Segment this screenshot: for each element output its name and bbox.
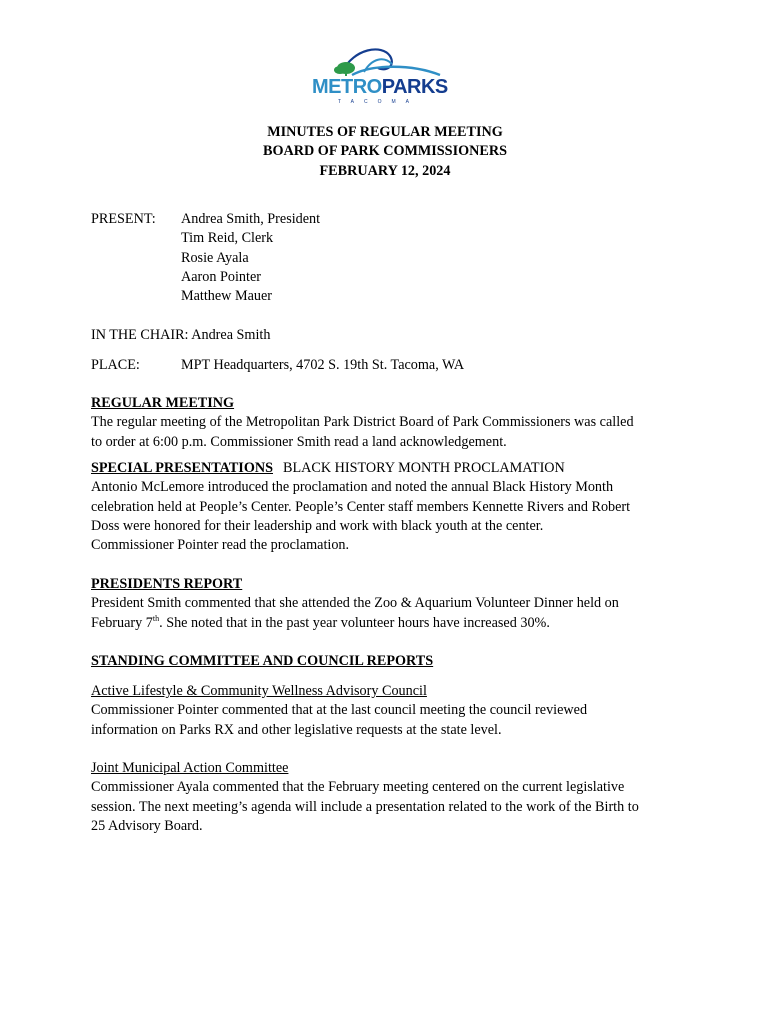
present-name: Rosie Ayala	[181, 249, 249, 266]
section-heading: STANDING COMMITTEE AND COUNCIL REPORTS	[91, 653, 434, 669]
logo-parks-text: PARKS	[381, 76, 448, 98]
title-line-1: MINUTES OF REGULAR MEETING	[267, 124, 503, 140]
place-label: PLACE:	[91, 357, 140, 373]
regular-meeting-section	[91, 394, 691, 452]
present-name: Tim Reid, Clerk	[181, 230, 274, 247]
logo-wordmark	[312, 76, 458, 98]
section-heading-row	[91, 459, 691, 478]
section-heading: PRESIDENTS REPORT	[91, 576, 243, 592]
paragraph-line: The regular meeting of the Metropolitan Park District Board of Park Commissioners was called	[91, 414, 634, 431]
present-name: Matthew Mauer	[181, 288, 273, 305]
paragraph-line: Antonio McLemore introduced the proclamation and noted the annual Black History Month	[91, 479, 614, 496]
paragraph-line: Commissioner Pointer read the proclamation.	[91, 537, 350, 554]
present-label: PRESENT:	[91, 211, 156, 227]
subsection-title: Joint Municipal Action Committee	[91, 760, 289, 776]
presidents-report-section	[91, 575, 691, 633]
present-name: Andrea Smith, President	[181, 211, 321, 227]
subsection-active-lifestyle	[91, 682, 691, 740]
paragraph-line: 25 Advisory Board.	[91, 817, 203, 834]
paragraph-line: Commissioner Ayala commented that the February meeting centered on the current legislative	[91, 779, 625, 796]
paragraph-line	[91, 614, 691, 633]
paragraph-line: celebration held at People’s Center. People’s Center staff members Kennette Rivers and Robert	[91, 498, 631, 515]
in-the-chair: IN THE CHAIR: Andrea Smith	[91, 327, 271, 343]
subsection-title: Active Lifestyle & Community Wellness Advisory Council	[91, 683, 427, 699]
title-line-2: BOARD OF PARK COMMISSIONERS	[263, 143, 507, 160]
paragraph-line: Doss were honored for their leadership and work with black youth at the center.	[91, 517, 544, 534]
place-value: MPT Headquarters, 4702 S. 19th St. Tacoma, WA	[181, 357, 465, 373]
present-name: Aaron Pointer	[181, 268, 261, 285]
section-subtitle: BLACK HISTORY MONTH PROCLAMATION	[283, 460, 565, 476]
paragraph-line: President Smith commented that she attended the Zoo & Aquarium Volunteer Dinner held on	[91, 595, 619, 612]
logo-city-text: TACOMA	[338, 99, 420, 105]
logo-mark-icon	[312, 42, 458, 78]
document-title	[0, 123, 770, 181]
paragraph-line: Commissioner Pointer commented that at the last council meeting the council reviewed	[91, 702, 588, 719]
subsection-joint-municipal	[91, 759, 691, 836]
text-fragment: . She noted that in the past year volunteer hours have increased 30%.	[159, 614, 550, 631]
paragraph-line: to order at 6:00 p.m. Commissioner Smith read a land acknowledgement.	[91, 433, 507, 450]
present-list	[181, 210, 320, 306]
section-heading: REGULAR MEETING	[91, 395, 235, 411]
title-line-3: FEBRUARY 12, 2024	[319, 162, 451, 179]
paragraph-line: information on Parks RX and other legislative requests at the state level.	[91, 721, 502, 738]
logo-metro-text: METRO	[312, 76, 382, 98]
text-fragment: February 7	[91, 614, 153, 631]
ordinal-suffix: th	[152, 613, 160, 623]
paragraph-line: session. The next meeting’s agenda will include a presentation related to the work of the Birth to	[91, 798, 639, 815]
standing-committee-section	[91, 652, 691, 671]
metro-parks-logo	[312, 42, 458, 110]
section-heading: SPECIAL PRESENTATIONS	[91, 460, 273, 476]
special-presentations-section	[91, 459, 691, 555]
